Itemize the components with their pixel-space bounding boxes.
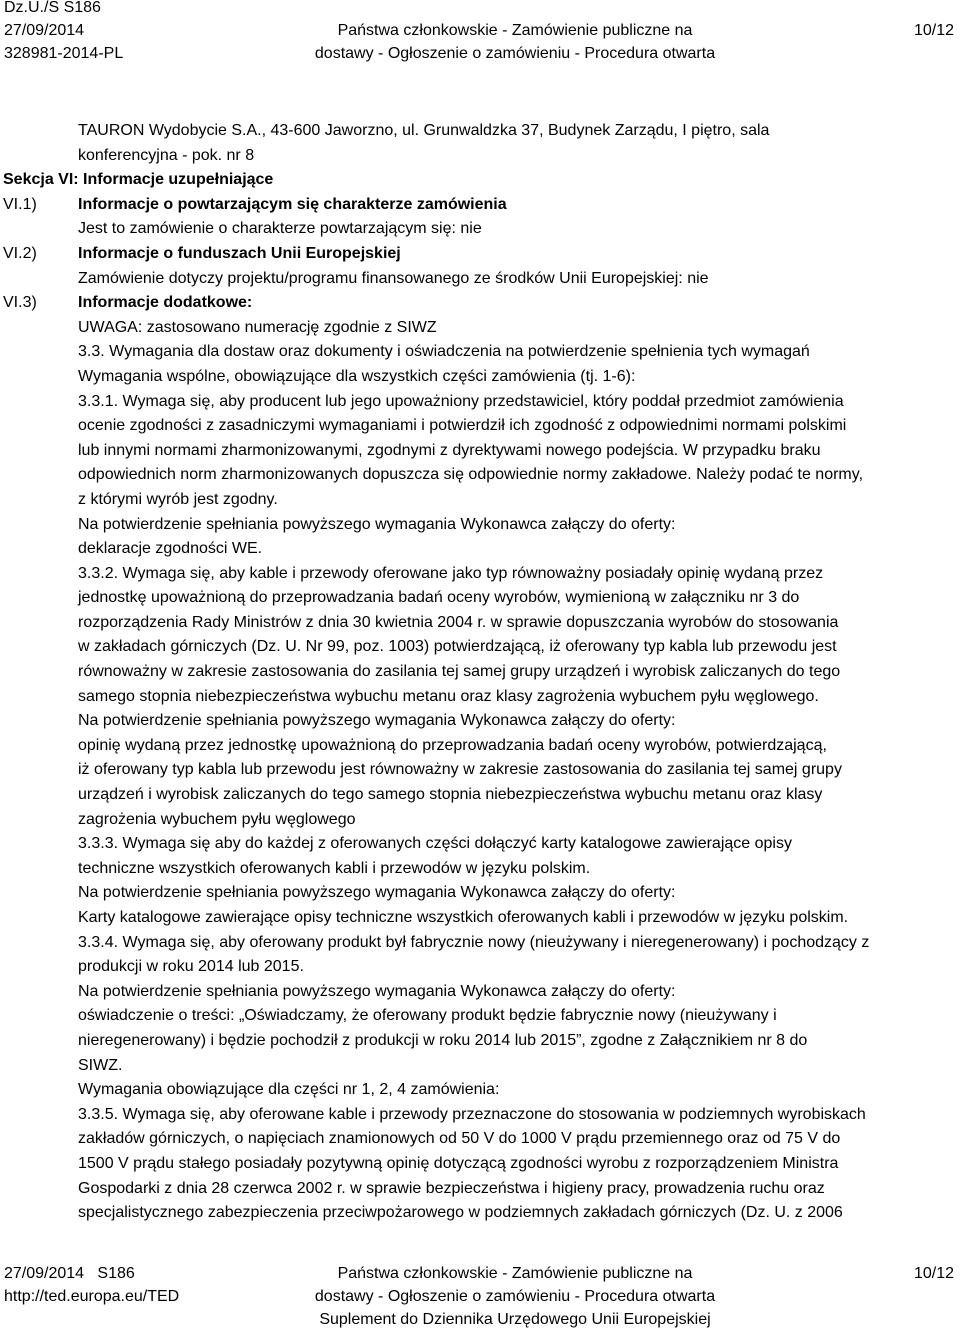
footer-right <box>914 1262 954 1285</box>
text-line: produkcji w roku 2014 lub 2015. <box>78 958 304 976</box>
text-line: z którymi wyrób jest zgodny. <box>78 490 278 508</box>
section-heading: Informacje o powtarzającym się charakterze zamówienia <box>78 195 507 213</box>
text-line: lub innymi normami zharmonizowanymi, zgodnymi z dyrektywami nowego podejścia. W przypadku braku <box>78 441 821 459</box>
text-line: zagrożenia wybuchem pyłu węglowego <box>78 810 356 828</box>
footer-title-line1: Państwa członkowskie - Zamówienie publiczne na <box>337 1265 693 1282</box>
text-line: Na potwierdzenie spełniania powyższego wymagania Wykonawca załączy do oferty: <box>78 712 676 730</box>
address-line-1: TAURON Wydobycie S.A., 43-600 Jaworzno, ul. Grunwaldzka 37, Budynek Zarządu, I piętro, sala <box>78 122 770 139</box>
section-vi1 <box>0 193 960 242</box>
text-line: urządzeń i wyrobisk zaliczanych do tego samego stopnia niebezpieczeństwa wybuchu metanu oraz klasy <box>78 786 823 804</box>
text-line: 3.3.2. Wymaga się, aby kable i przewody oferowane jako typ równoważny posiadały opinię wydaną przez <box>78 564 824 582</box>
footer-title-line2: dostawy - Ogłoszenie o zamówieniu - Procedura otwarta <box>314 1288 716 1305</box>
text-line: iż oferowany typ kabla lub przewodu jest równoważny w zakresie zastosowania do zasilania tej samej grupy <box>78 761 842 779</box>
header-ref: 328981-2014-PL <box>4 45 124 62</box>
section-text: Zamówienie dotyczy projektu/programu finansowanego ze środków Unii Europejskiej: nie <box>78 269 709 287</box>
footer-ted-link[interactable]: http://ted.europa.eu/TED <box>4 1288 180 1305</box>
text-line: Na potwierdzenie spełniania powyższego wymagania Wykonawca załączy do oferty: <box>78 515 676 533</box>
section-heading: Informacje o funduszach Unii Europejskiej <box>78 244 401 262</box>
section-text: Jest to zamówienie o charakterze powtarzającym się: nie <box>78 220 482 238</box>
address-line-2: konferencyjna - pok. nr 8 <box>78 146 255 164</box>
section-heading: Informacje dodatkowe: <box>78 294 253 312</box>
footer-date: 27/09/2014 <box>4 1265 85 1282</box>
text-line: deklaracje zgodności WE. <box>78 540 263 558</box>
text-line: UWAGA: zastosowano numerację zgodnie z SIWZ <box>78 318 437 336</box>
text-line: 1500 V prądu stałego posiadały pozytywną opinię dotyczącą zgodności wyrobu z rozporządzeniem Ministra <box>78 1154 839 1172</box>
text-line: Karty katalogowe zawierające opisy techniczne wszystkich oferowanych kabli i przewodów w języku polskim. <box>78 909 849 926</box>
footer-left <box>4 1262 254 1308</box>
section-number: VI.3) <box>3 294 37 312</box>
text-line: zakładów górniczych, o napięciach znamionowych od 50 V do 1000 V prądu przemiennego oraz od 75 V do <box>78 1130 841 1148</box>
header-title-line2: dostawy - Ogłoszenie o zamówieniu - Procedura otwarta <box>314 45 716 62</box>
text-line: 3.3.3. Wymaga się aby do każdej z oferowanych części dołączyć karty katalogowe zawierające opisy <box>78 835 792 853</box>
header-center <box>230 0 800 65</box>
text-line: specjalistycznego zabezpieczenia przeciwpożarowego w podziemnych zakładach górniczych (Dz. U. z 2006 <box>78 1204 843 1222</box>
text-line: jednostkę upoważnioną do przeprowadzania badań oceny wyrobów, wymienioną w załączniku nr 3 do <box>78 589 800 607</box>
header-right <box>914 0 954 42</box>
text-line: 3.3.1. Wymaga się, aby producent lub jego upoważniony przedstawiciel, który poddał przedmiot zamówienia <box>78 392 844 410</box>
text-line: 3.3.5. Wymaga się, aby oferowane kable i przewody przeznaczone do stosowania w podziemnych wyrobiskach <box>78 1105 866 1123</box>
section-number: VI.1) <box>3 195 37 213</box>
text-line: rozporządzenia Rady Ministrów z dnia 30 kwietnia 2004 r. w sprawie dopuszczania wyrobów do stosowania <box>78 613 839 631</box>
footer-center <box>230 1262 800 1331</box>
text-line: Gospodarki z dnia 28 czerwca 2002 r. w sprawie bezpieczeństwa i higieny pracy, prowadzenia ruchu oraz <box>78 1179 825 1197</box>
section-number: VI.2) <box>3 244 37 262</box>
text-line: oświadczenie o treści: „Oświadczamy, że oferowany produkt będzie fabrycznie nowy (nieużywany i <box>78 1007 777 1025</box>
header-left <box>4 0 254 65</box>
footer-issue: S186 <box>97 1265 135 1282</box>
additional-info-text <box>78 316 960 1226</box>
text-line: opinię wydaną przez jednostkę upoważnioną do przeprowadzania badań oceny wyrobów, potwierdzającą, <box>78 736 827 754</box>
address-block <box>0 119 960 168</box>
document-body <box>0 119 960 1226</box>
text-line: Na potwierdzenie spełniania powyższego wymagania Wykonawca załączy do oferty: <box>78 982 676 1000</box>
section-vi2 <box>0 242 960 291</box>
footer-page-number: 10/12 <box>913 1265 954 1282</box>
text-line: w zakładach górniczych (Dz. U. Nr 99, poz. 1003) potwierdzającą, iż oferowany typ kabla lub przewodu jest <box>78 638 837 656</box>
text-line: Wymagania obowiązujące dla części nr 1, 2, 4 zamówienia: <box>78 1081 500 1099</box>
text-line: Wymagania wspólne, obowiązujące dla wszystkich części zamówienia (tj. 1-6): <box>78 367 636 385</box>
text-line: Na potwierdzenie spełniania powyższego wymagania Wykonawca załączy do oferty: <box>78 884 676 902</box>
text-line: ocenie zgodności z zasadniczymi wymaganiami i potwierdził ich zgodność z odpowiednimi normami polskimi <box>78 417 847 435</box>
text-line: 3.3. Wymagania dla dostaw oraz dokumenty i oświadczenia na potwierdzenie spełnienia tych wymagań <box>78 343 810 361</box>
text-line: samego stopnia niebezpieczeństwa wybuchu metanu oraz klasy zagrożenia wybuchem pyłu węglowego. <box>78 687 819 705</box>
header-date: 27/09/2014 <box>4 22 85 39</box>
text-line: nieregenerowany) i będzie pochodził z produkcji w roku 2014 lub 2015”, zgodne z Załącznikiem nr 8 do <box>78 1031 808 1049</box>
header-title-line1: Państwa członkowskie - Zamówienie publiczne na <box>337 22 693 39</box>
text-line: równoważny w zakresie zastosowania do zasilania tej samej grupy urządzeń i wyrobisk zaliczanych do tego <box>78 663 841 681</box>
text-line: 3.3.4. Wymaga się, aby oferowany produkt był fabrycznie nowy (nieużywany i nieregenerowany) i pochodzący z <box>78 933 870 951</box>
section-vi3 <box>0 291 960 1226</box>
text-line: techniczne wszystkich oferowanych kabli i przewodów w języku polskim. <box>78 859 591 877</box>
section-title: Sekcja VI: Informacje uzupełniające <box>3 171 274 189</box>
footer-title-line3: Suplement do Dziennika Urzędowego Unii Europejskiej <box>319 1311 711 1328</box>
text-line: SIWZ. <box>78 1056 123 1074</box>
text-line: odpowiednich norm zharmonizowanych dopuszcza się odpowiednie normy zakładowe. Należy podać te normy, <box>78 466 864 484</box>
header-doc-id: Dz.U./S S186 <box>4 0 101 16</box>
header-page-number: 10/12 <box>913 22 954 39</box>
